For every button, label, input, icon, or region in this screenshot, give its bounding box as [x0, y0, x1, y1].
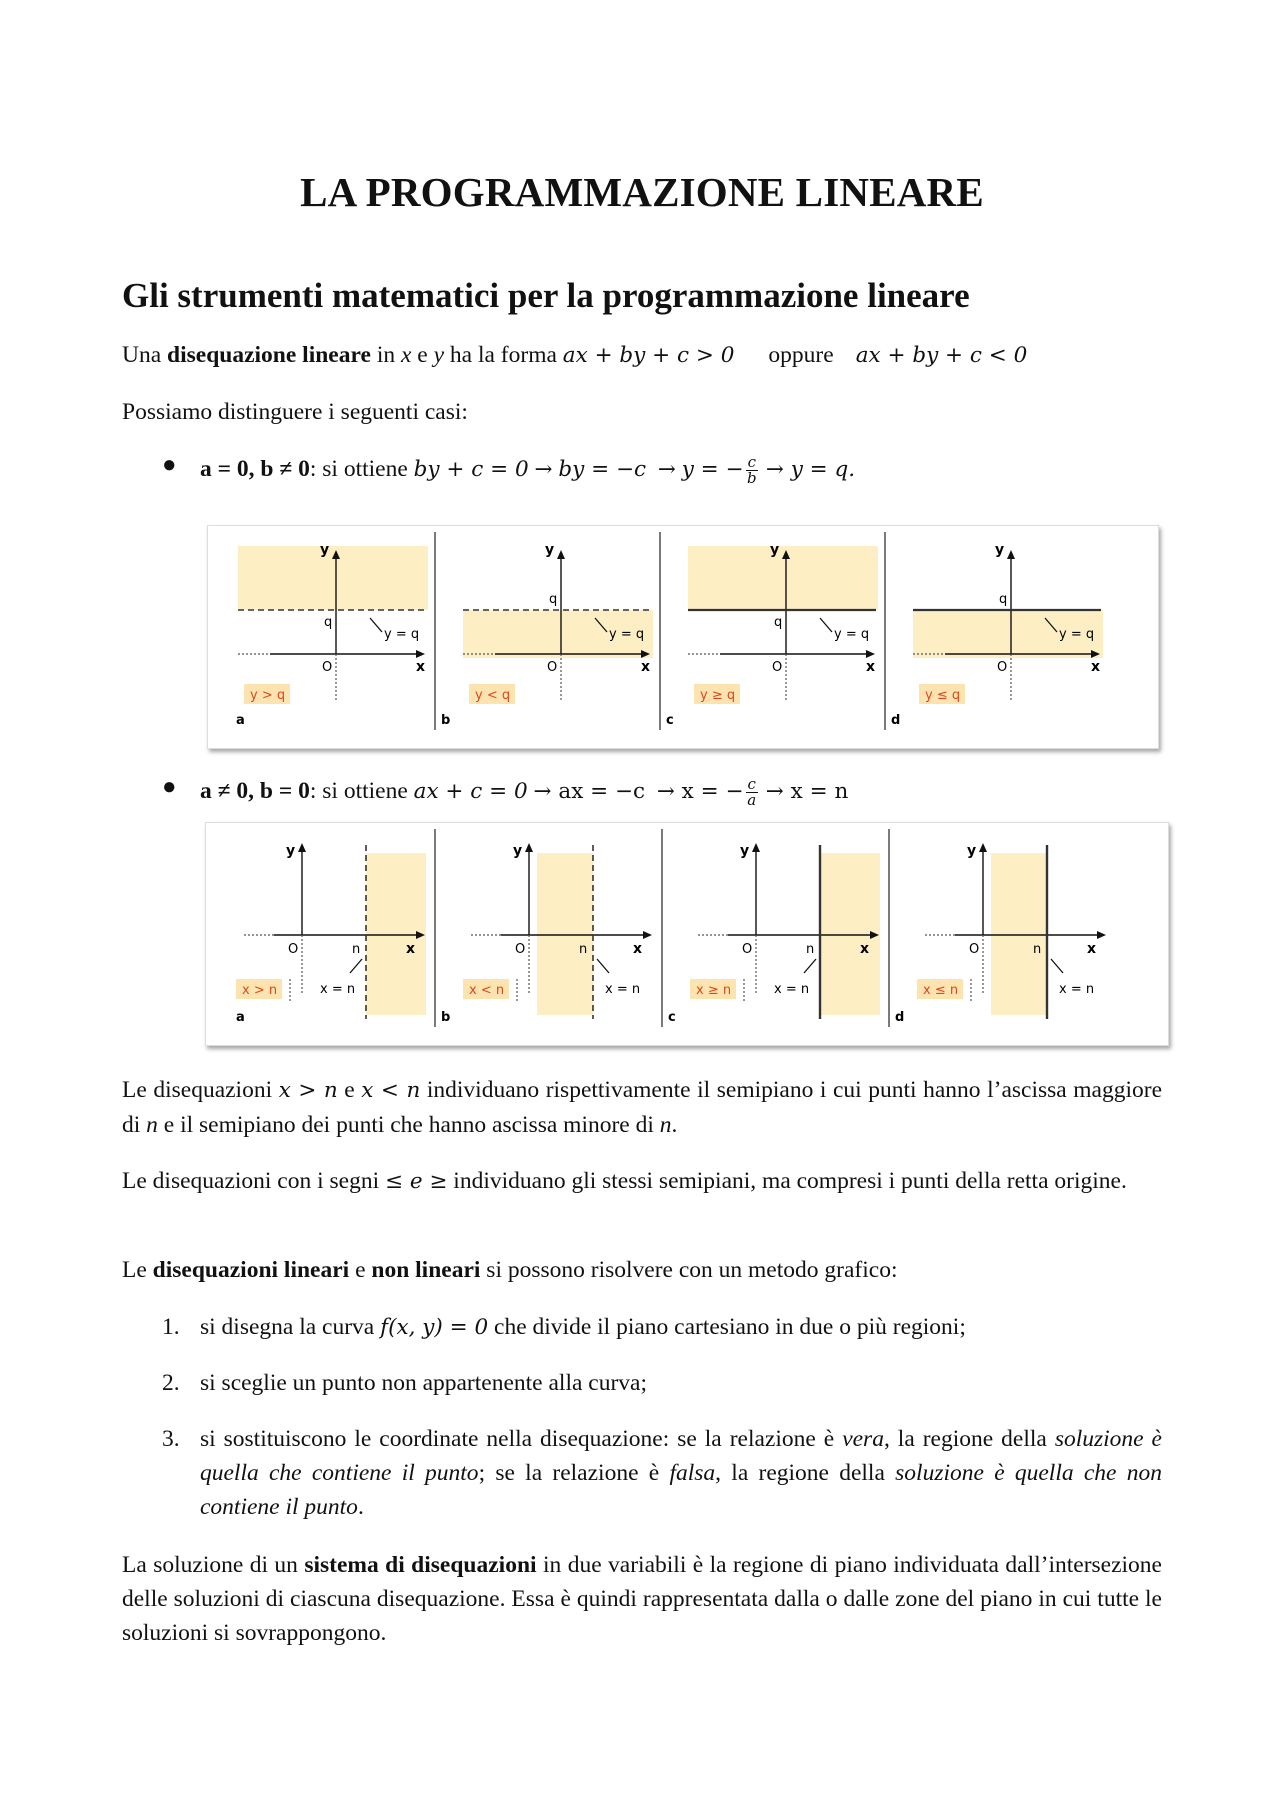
origin-label: O	[997, 660, 1008, 675]
figure-horizontal-halfplanes	[207, 525, 1159, 749]
step-3: si sostituiscono le coordinate nella disequazione: se la relazione è vera, la regione della soluzione è quella che contiene il punto; se la relazione è falsa, la regione della soluzione è quella che non contiene il punto.	[200, 1426, 1162, 1520]
step-2: si sceglie un punto non appartenente alla curva;	[200, 1370, 647, 1396]
inequality-tag: x < n	[469, 983, 505, 998]
origin-label: O	[288, 942, 299, 957]
leader-line	[370, 618, 382, 632]
q-label: q	[774, 615, 783, 630]
step-number: 2.	[162, 1370, 180, 1396]
panel-letter: c	[668, 1010, 676, 1025]
inequality-tag: y < q	[475, 688, 511, 703]
leader-line	[804, 959, 816, 973]
x-axis-label: x	[641, 659, 651, 675]
leader-line	[820, 618, 832, 632]
step-1: si disegna la curva f(x, y) = 0 che divide il piano cartesiano in due o più regioni;	[200, 1314, 966, 1340]
leader-line	[597, 959, 609, 973]
origin-label: O	[547, 660, 558, 675]
panel-letter: d	[895, 1010, 905, 1025]
inequality-tag: y ≥ q	[700, 688, 736, 703]
panel-a	[236, 542, 428, 728]
panel-letter: c	[666, 713, 674, 728]
x-axis-label: x	[406, 941, 416, 957]
x-axis-arrow	[416, 650, 425, 658]
x-axis-label: x	[866, 659, 876, 675]
y-axis-arrow	[979, 843, 987, 852]
line-label: y = q	[384, 627, 420, 642]
intro-paragraph: Una disequazione lineare in x e y ha la forma ax + by + c > 0 oppure ax + by + c < 0	[122, 342, 1028, 368]
panel-c	[660, 532, 878, 730]
paragraph-semipiani: Le disequazioni x > n e x < n individuano rispettivamente il semipiano i cui punti hanno l’ascissa maggiore di n e il semipiano dei punti che hanno ascissa minore di n.	[122, 1077, 1163, 1138]
panel-c	[662, 829, 880, 1027]
page-title: LA PROGRAMMAZIONE LINEARE	[300, 169, 984, 215]
inequality-tag: x ≥ n	[696, 983, 732, 998]
x-axis-label: x	[633, 941, 643, 957]
q-label: q	[324, 615, 333, 630]
panel-b	[435, 829, 652, 1027]
panel-d	[885, 532, 1103, 730]
figure-vertical-halfplanes	[205, 822, 1169, 1046]
leader-line	[350, 959, 362, 973]
origin-label: O	[742, 942, 753, 957]
solution-region	[537, 853, 593, 1015]
n-label: n	[1033, 942, 1042, 957]
x-axis-label: x	[1087, 941, 1097, 957]
x-axis-label: x	[860, 941, 870, 957]
y-axis-label: y	[995, 542, 1005, 558]
figure-horizontal-svg	[208, 526, 1158, 748]
paragraph-metodo-grafico: Le disequazioni lineari e non lineari si possono risolvere con un metodo grafico:	[122, 1257, 898, 1283]
solution-region	[688, 546, 878, 610]
y-axis-label: y	[320, 542, 330, 558]
origin-label: O	[772, 660, 783, 675]
q-label: q	[549, 592, 558, 607]
y-axis-arrow	[557, 550, 565, 559]
step-number: 1.	[162, 1314, 180, 1340]
cases-intro: Possiamo distinguere i seguenti casi:	[122, 399, 468, 425]
y-axis-label: y	[770, 542, 780, 558]
inequality-tag: y ≤ q	[925, 688, 961, 703]
line-label: x = n	[320, 982, 356, 997]
x-axis-label: x	[416, 659, 426, 675]
step-number: 3.	[162, 1426, 180, 1452]
case-a-zero: a = 0, b ≠ 0: si ottiene by + c = 0 → by = −c → y = − $\frac{c}{b}$ → y = q.	[200, 453, 856, 488]
y-axis-label: y	[740, 843, 750, 859]
panel-b	[435, 532, 653, 730]
solution-region	[238, 546, 428, 610]
x-axis-label: x	[1091, 659, 1101, 675]
paragraph-segni: Le disequazioni con i segni ≤ e ≥ individuano gli stessi semipiani, ma compresi i punti della retta origine.	[122, 1168, 1127, 1194]
x-axis-arrow	[1097, 931, 1106, 939]
line-label: x = n	[774, 982, 810, 997]
inequality-form-gt: ax + by + c > 0	[562, 343, 735, 368]
inequality-tag: x > n	[242, 983, 278, 998]
line-label: x = n	[605, 982, 641, 997]
figure-vertical-svg	[206, 823, 1168, 1045]
origin-label: O	[515, 942, 526, 957]
n-label: n	[806, 942, 815, 957]
y-axis-arrow	[1007, 550, 1015, 559]
q-label: q	[999, 592, 1008, 607]
line-label: y = q	[1059, 627, 1095, 642]
x-axis-arrow	[866, 650, 875, 658]
solution-region	[991, 853, 1047, 1015]
leader-line	[1051, 959, 1063, 973]
panel-letter: b	[441, 1010, 451, 1025]
inequality-tag: x ≤ n	[923, 983, 959, 998]
bullet-icon: ●	[162, 774, 177, 800]
line-label: x = n	[1059, 982, 1095, 997]
section-heading: Gli strumenti matematici per la programmazione lineare	[122, 276, 970, 315]
line-label: y = q	[609, 627, 645, 642]
n-label: n	[352, 942, 361, 957]
n-label: n	[579, 942, 588, 957]
panel-letter: d	[891, 713, 901, 728]
y-axis-label: y	[513, 843, 523, 859]
origin-label: O	[969, 942, 980, 957]
panel-letter: a	[236, 1010, 245, 1025]
case-b-zero: a ≠ 0, b = 0: si ottiene ax + c = 0 → ax = −c → x = − $\frac{c}{a}$ → x = n	[200, 775, 849, 810]
x-axis-arrow	[643, 931, 652, 939]
y-axis-label: y	[545, 542, 555, 558]
panel-letter: a	[236, 713, 245, 728]
inequality-tag: y > q	[250, 688, 286, 703]
origin-label: O	[322, 660, 333, 675]
panel-letter: b	[441, 713, 451, 728]
y-axis-arrow	[298, 843, 306, 852]
y-axis-label: y	[967, 843, 977, 859]
line-label: y = q	[834, 627, 870, 642]
panel-d	[889, 829, 1106, 1027]
y-axis-arrow	[752, 843, 760, 852]
paragraph-sistema: La soluzione di un sistema di disequazioni in due variabili è la regione di piano individuata dall’intersezione delle soluzioni di ciascuna disequazione. Essa è quindi rappresentata dalla o dalle zone del piano in cui tutte le soluzioni si sovrappongono.	[122, 1552, 1162, 1646]
inequality-form-lt: ax + by + c < 0	[855, 343, 1028, 368]
y-axis-arrow	[525, 843, 533, 852]
y-axis-label: y	[286, 843, 296, 859]
panel-a	[236, 843, 426, 1025]
bullet-icon: ●	[162, 452, 177, 478]
